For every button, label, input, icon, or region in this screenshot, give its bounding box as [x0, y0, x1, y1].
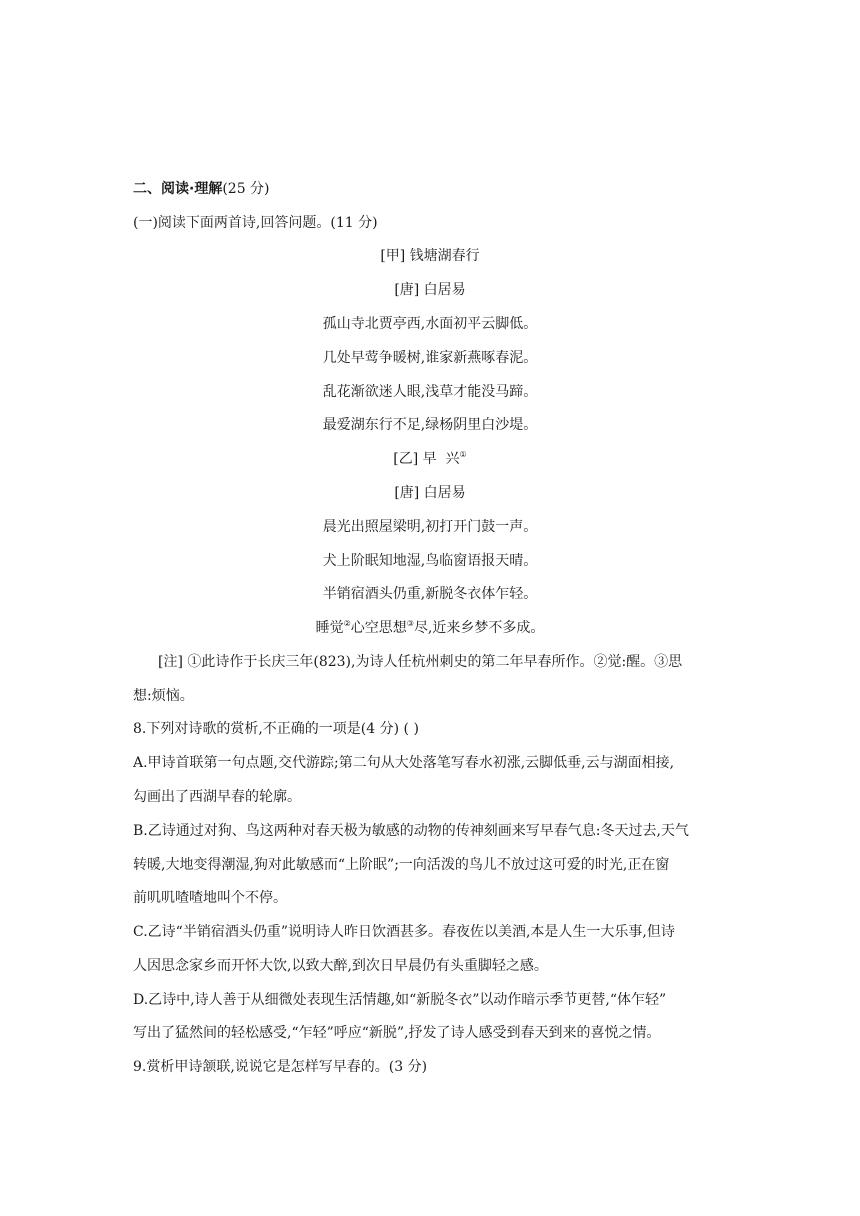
footnote-mark-2: ②: [343, 619, 351, 628]
option-c-cont: 人因思念家乡而开怀大饮,以致大醉,到次日早晨仍有头重脚轻之感。: [133, 958, 548, 974]
section-heading: [133, 179, 270, 199]
option-b-cont: 转暖,大地变得潮湿,狗对此敏感而“上阶眠”;一向活泼的鸟儿不放过这可爱的时光,正在窗: [133, 857, 670, 873]
poem1-line: 最爱湖东行不足,绿杨阴里白沙堤。: [322, 417, 538, 433]
poem2-last-line: [0, 618, 860, 638]
option-a: A.甲诗首联第一句点题,交代游踪;第二句从大处落笔写春水初涨,云脚低垂,云与湖面相接,: [133, 755, 675, 771]
question-8-stem: 8.下列对诗歌的赏析,不正确的一项是(4 分) ( ): [133, 721, 419, 737]
option-b-cont: 前叽叽喳喳地叫个不停。: [133, 890, 287, 906]
question-9-stem: 9.赏析甲诗颔联,说说它是怎样写早春的。(3 分): [133, 1059, 428, 1075]
poem2-title: [乙] 早 兴: [393, 451, 460, 467]
option-d: D.乙诗中,诗人善于从细微处表现生活情趣,如“新脱冬衣”以动作暗示季节更替,“体乍轻”: [133, 992, 667, 1008]
option-b: B.乙诗通过对狗、鸟这两种对春天极为敏感的动物的传神刻画来写早春气息:冬天过去,天气: [133, 823, 689, 839]
note-line: 想:烦恼。: [133, 688, 194, 704]
poem1-author: [唐] 白居易: [394, 282, 466, 298]
option-d-cont: 写出了猛然间的轻松感受,“乍轻”呼应“新脱”,抒发了诗人感受到春天到来的喜悦之情。: [133, 1025, 661, 1041]
section-title: 二、阅读·理解: [133, 181, 223, 197]
note-line: [注] ①此诗作于长庆三年(823),为诗人任杭州刺史的第二年早春所作。②觉:醒。③思: [158, 654, 683, 670]
option-a-cont: 勾画出了西湖早春的轮廓。: [133, 789, 301, 805]
section-score: (25 分): [222, 181, 270, 197]
poem2-last-b: 心空思想: [350, 620, 407, 636]
footnote-mark-3: ③: [406, 619, 414, 628]
option-c: C.乙诗“半销宿酒头仍重”说明诗人昨日饮酒甚多。春夜佐以美酒,本是人生一大乐事,但诗: [133, 924, 675, 940]
poem2-last-a: 睡觉: [315, 620, 344, 636]
poem2-title-row: [0, 449, 860, 469]
poem1-title: [甲] 钱塘湖春行: [380, 248, 480, 264]
poem1-line: 乱花渐欲迷人眼,浅草才能没马蹄。: [322, 384, 538, 400]
poem2-line: 晨光出照屋梁明,初打开门鼓一声。: [322, 519, 538, 535]
poem2-line: 犬上阶眠知地湿,鸟临窗语报天晴。: [322, 553, 538, 569]
poem2-last-c: 尽,近来乡梦不多成。: [413, 620, 545, 636]
poem2-author: [唐] 白居易: [394, 485, 466, 501]
poem2-title-note: ①: [459, 450, 467, 459]
poem2-line: 半销宿酒头仍重,新脱冬衣体乍轻。: [322, 586, 538, 602]
part-instruction: (一)阅读下面两首诗,回答问题。(11 分): [133, 215, 378, 231]
poem1-line: 几处早莺争暖树,谁家新燕啄春泥。: [322, 350, 538, 366]
poem1-line: 孤山寺北贾亭西,水面初平云脚低。: [322, 316, 538, 332]
